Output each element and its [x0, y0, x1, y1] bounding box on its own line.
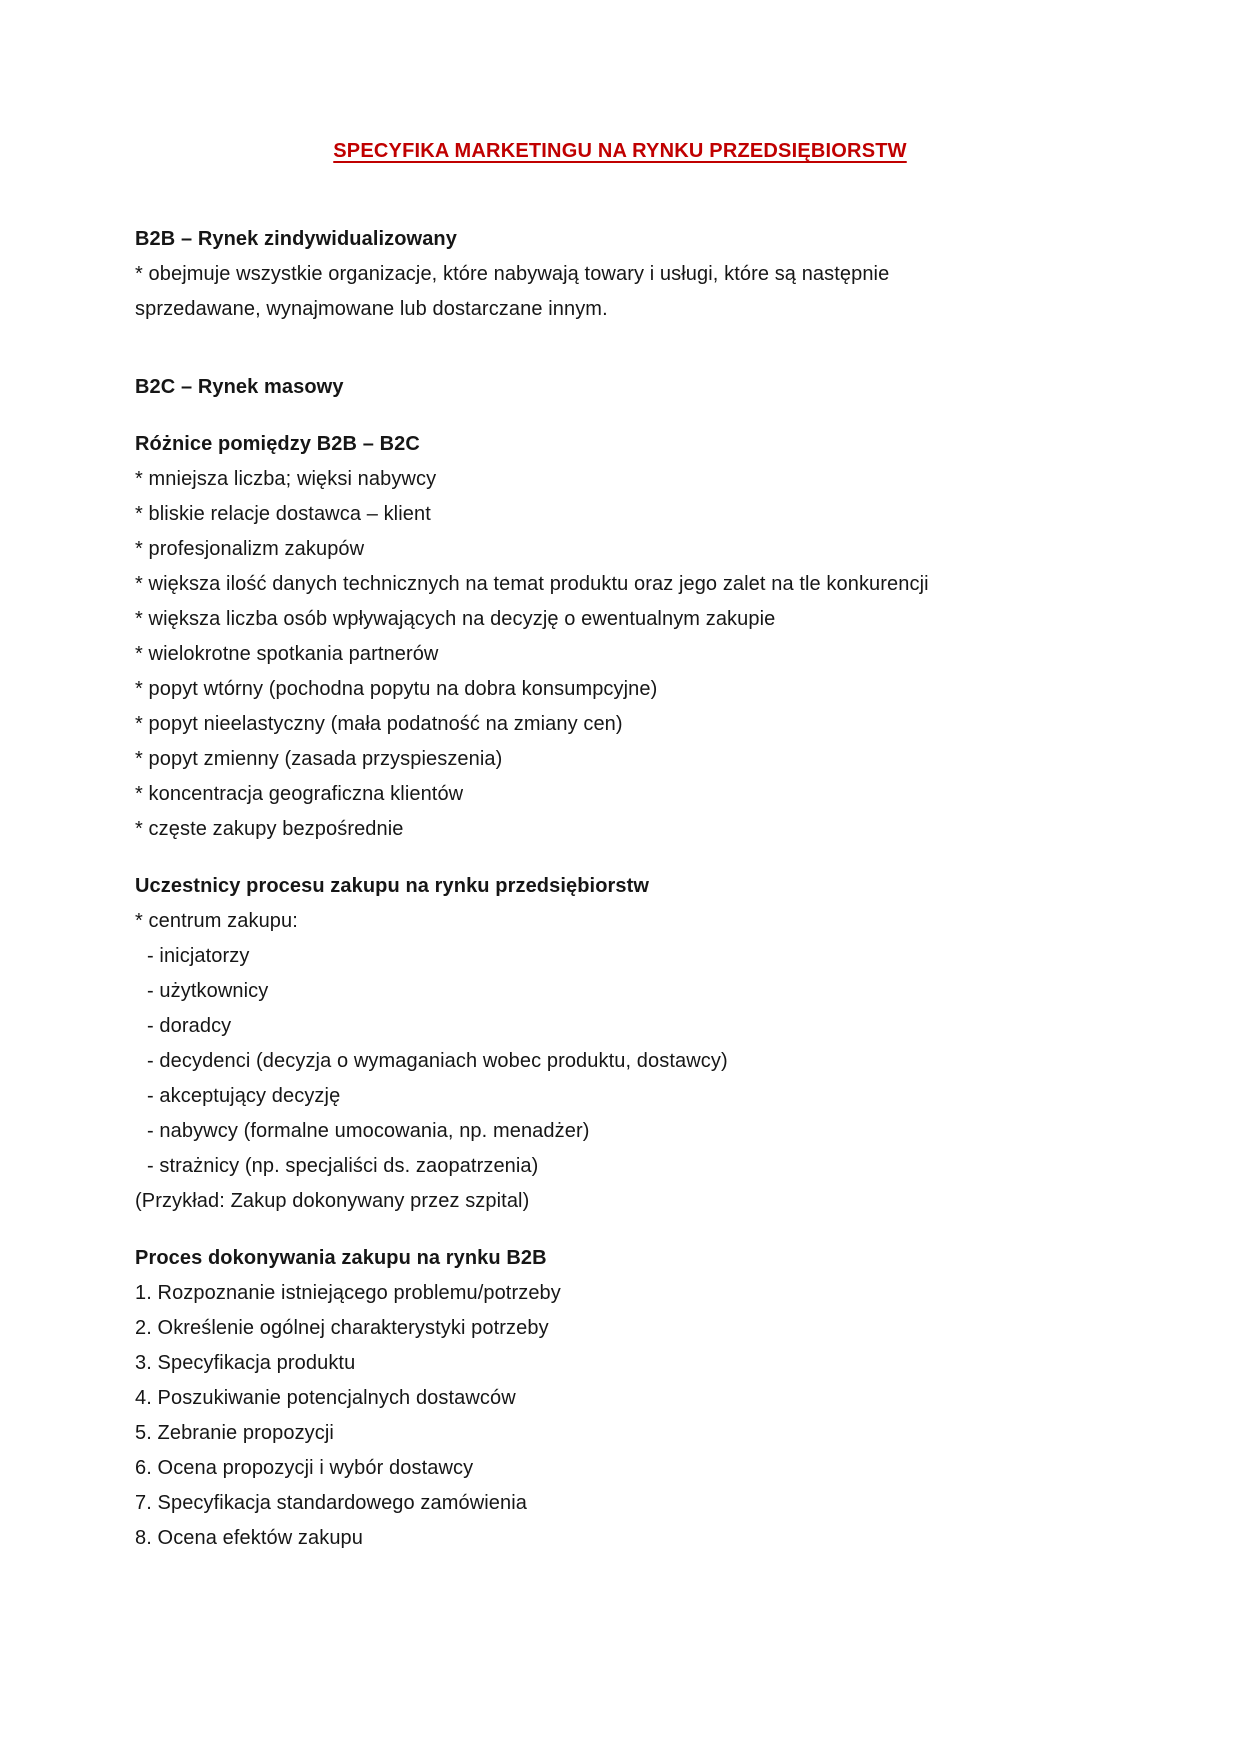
list-item: 3. Specyfikacja produktu — [135, 1352, 356, 1374]
b2b-description-line: sprzedawane, wynajmowane lub dostarczane innym. — [135, 298, 608, 320]
list-item: 7. Specyfikacja standardowego zamówienia — [135, 1492, 527, 1514]
heading-b2c: B2C – Rynek masowy — [135, 376, 344, 398]
heading-differences: Różnice pomiędzy B2B – B2C — [135, 433, 420, 455]
list-item: 6. Ocena propozycji i wybór dostawcy — [135, 1457, 474, 1479]
differences-list — [135, 462, 1105, 847]
participants-list — [135, 939, 1105, 1184]
list-item: - strażnicy (np. specjaliści ds. zaopatrzenia) — [147, 1155, 539, 1177]
section-process — [135, 1241, 1105, 1556]
participants-example: (Przykład: Zakup dokonywany przez szpital) — [135, 1190, 530, 1212]
list-item: 4. Poszukiwanie potencjalnych dostawców — [135, 1387, 516, 1409]
section-b2b — [135, 222, 1105, 327]
list-item: * popyt nieelastyczny (mała podatność na zmiany cen) — [135, 713, 623, 735]
heading-b2b: B2B – Rynek zindywidualizowany — [135, 228, 457, 250]
section-differences — [135, 427, 1105, 847]
list-item: 1. Rozpoznanie istniejącego problemu/potrzeby — [135, 1282, 561, 1304]
heading-process: Proces dokonywania zakupu na rynku B2B — [135, 1247, 547, 1269]
list-item: - nabywcy (formalne umocowania, np. menadżer) — [147, 1120, 590, 1142]
list-item: 8. Ocena efektów zakupu — [135, 1527, 363, 1549]
section-b2c — [135, 370, 1105, 405]
list-item: * popyt wtórny (pochodna popytu na dobra konsumpcyjne) — [135, 678, 658, 700]
list-item: * wielokrotne spotkania partnerów — [135, 643, 439, 665]
process-list — [135, 1276, 1105, 1556]
list-item: 2. Określenie ogólnej charakterystyki potrzeby — [135, 1317, 549, 1339]
list-item: * koncentracja geograficzna klientów — [135, 783, 464, 805]
heading-participants: Uczestnicy procesu zakupu na rynku przedsiębiorstw — [135, 875, 650, 897]
document-title: SPECYFIKA MARKETINGU NA RYNKU PRZEDSIĘBIORSTW — [333, 140, 907, 162]
list-item: - decydenci (decyzja o wymaganiach wobec produktu, dostawcy) — [147, 1050, 728, 1072]
list-item: * mniejsza liczba; więksi nabywcy — [135, 468, 437, 490]
list-item: * bliskie relacje dostawca – klient — [135, 503, 431, 525]
list-item: * popyt zmienny (zasada przyspieszenia) — [135, 748, 503, 770]
list-item: - użytkownicy — [147, 980, 269, 1002]
list-item: - akceptujący decyzję — [147, 1085, 341, 1107]
list-item: - inicjatorzy — [147, 945, 250, 967]
list-item: * większa liczba osób wpływających na decyzję o ewentualnym zakupie — [135, 608, 776, 630]
list-item: * częste zakupy bezpośrednie — [135, 818, 404, 840]
participants-intro: * centrum zakupu: — [135, 910, 298, 932]
list-item: * większa ilość danych technicznych na temat produktu oraz jego zalet na tle konkurencji — [135, 573, 929, 595]
section-participants — [135, 869, 1105, 1219]
list-item: * profesjonalizm zakupów — [135, 538, 365, 560]
b2b-description-line: * obejmuje wszystkie organizacje, które nabywają towary i usługi, które są następnie — [135, 263, 890, 285]
list-item: 5. Zebranie propozycji — [135, 1422, 334, 1444]
list-item: - doradcy — [147, 1015, 232, 1037]
b2b-description — [135, 257, 1105, 327]
